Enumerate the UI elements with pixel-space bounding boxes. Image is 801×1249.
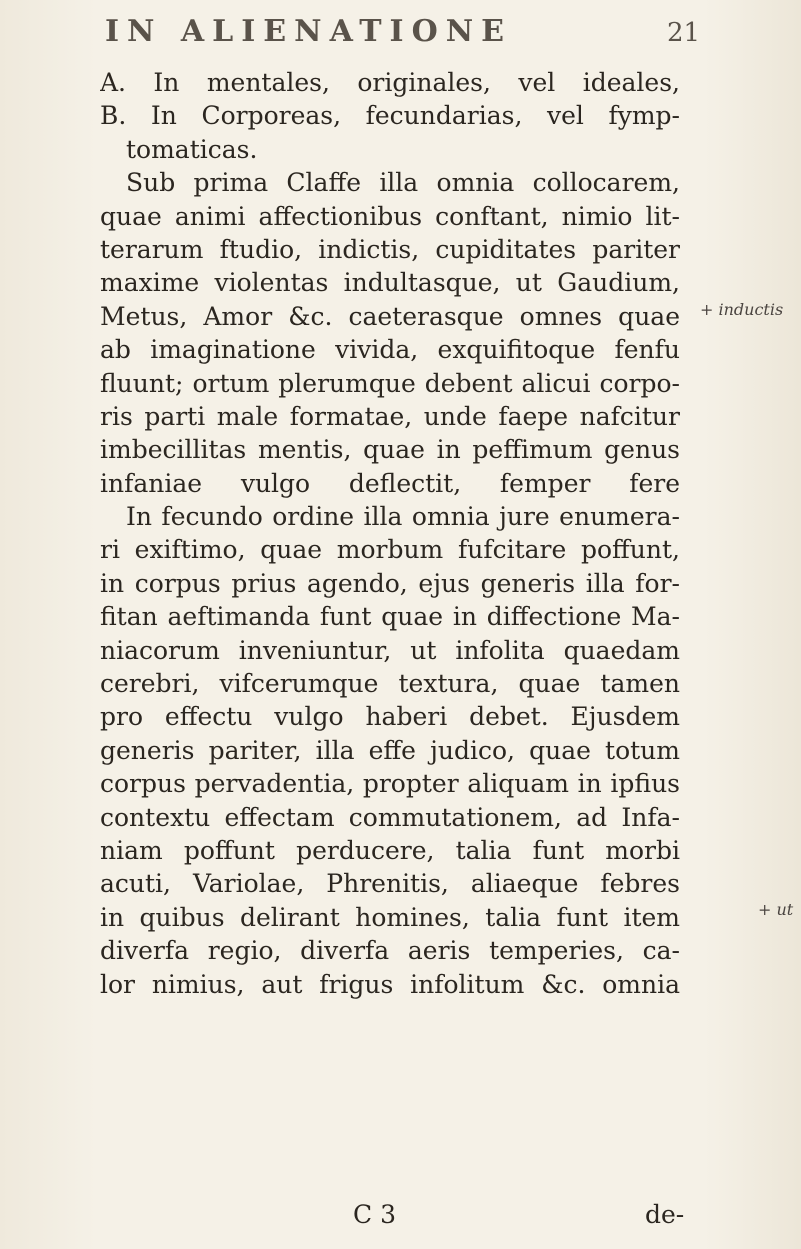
text-line: ris parti male formatae, unde faepe nafcitur bbox=[100, 401, 680, 431]
text-line: maxime violentas indultasque, ut Gaudium, bbox=[100, 268, 680, 298]
text-line: ri exiftimo, quae morbum fufcitare poffunt, bbox=[100, 535, 680, 565]
running-header bbox=[0, 14, 801, 54]
running-title: IN ALIENATIONE bbox=[105, 14, 513, 49]
page-number: 21 bbox=[667, 18, 701, 48]
text-line: In fecundo ordine illa omnia jure enumera- bbox=[126, 502, 680, 532]
text-line: niam poffunt perducere, talia funt morbi bbox=[100, 835, 680, 865]
text-line: infaniae vulgo deflectit, femper fere bbox=[100, 468, 680, 498]
text-line: ab imaginatione vivida, exquifitoque fenfu bbox=[100, 335, 680, 365]
text-line: quae animi affectionibus conftant, nimio lit- bbox=[100, 201, 680, 231]
text-line: B. In Corporeas, fecundarias, vel fymp- bbox=[100, 101, 680, 131]
main-text bbox=[100, 66, 680, 1001]
text-line: in corpus prius agendo, ejus generis illa for- bbox=[100, 568, 680, 598]
margin-note: + inductis bbox=[700, 300, 784, 319]
text-line: contextu effectam commutationem, ad Infa- bbox=[100, 802, 680, 832]
text-line: cerebri, vifcerumque textura, quae tamen bbox=[100, 669, 680, 699]
text-line: niacorum inveniuntur, ut infolita quaedam bbox=[100, 635, 680, 665]
text-line: corpus pervadentia, propter aliquam in ipfius bbox=[100, 769, 680, 799]
text-line: terarum ftudio, indictis, cupiditates pariter bbox=[100, 234, 680, 264]
text-line: diverfa regio, diverfa aeris temperies, ca- bbox=[100, 936, 680, 966]
catchword: de- bbox=[645, 1200, 685, 1229]
text-line: pro effectu vulgo haberi debet. Ejusdem bbox=[100, 702, 680, 732]
text-line: lor nimius, aut frigus infolitum &c. omnia bbox=[100, 969, 680, 999]
text-line: in quibus delirant homines, talia funt item bbox=[100, 902, 680, 932]
text-line: A. In mentales, originales, vel ideales, bbox=[100, 68, 680, 97]
text-line: Sub prima Claffe illa omnia collocarem, bbox=[126, 168, 680, 198]
text-line: Metus, Amor &c. caeterasque omnes quae bbox=[100, 301, 680, 331]
page-footer bbox=[0, 1200, 801, 1240]
text-line: generis pariter, illa effe judico, quae totum bbox=[100, 735, 680, 765]
text-line: fitan aeftimanda funt quae in diffectione Ma- bbox=[100, 602, 680, 632]
margin-note: + ut bbox=[758, 900, 794, 919]
text-line: imbecillitas mentis, quae in peffimum genus bbox=[100, 435, 680, 465]
signature-mark: C 3 bbox=[353, 1200, 396, 1229]
text-line: fluunt; ortum plerumque debent alicui corpo- bbox=[100, 368, 680, 398]
text-line: acuti, Variolae, Phrenitis, aliaeque febres bbox=[100, 869, 680, 899]
text-line: tomaticas. bbox=[126, 134, 258, 164]
